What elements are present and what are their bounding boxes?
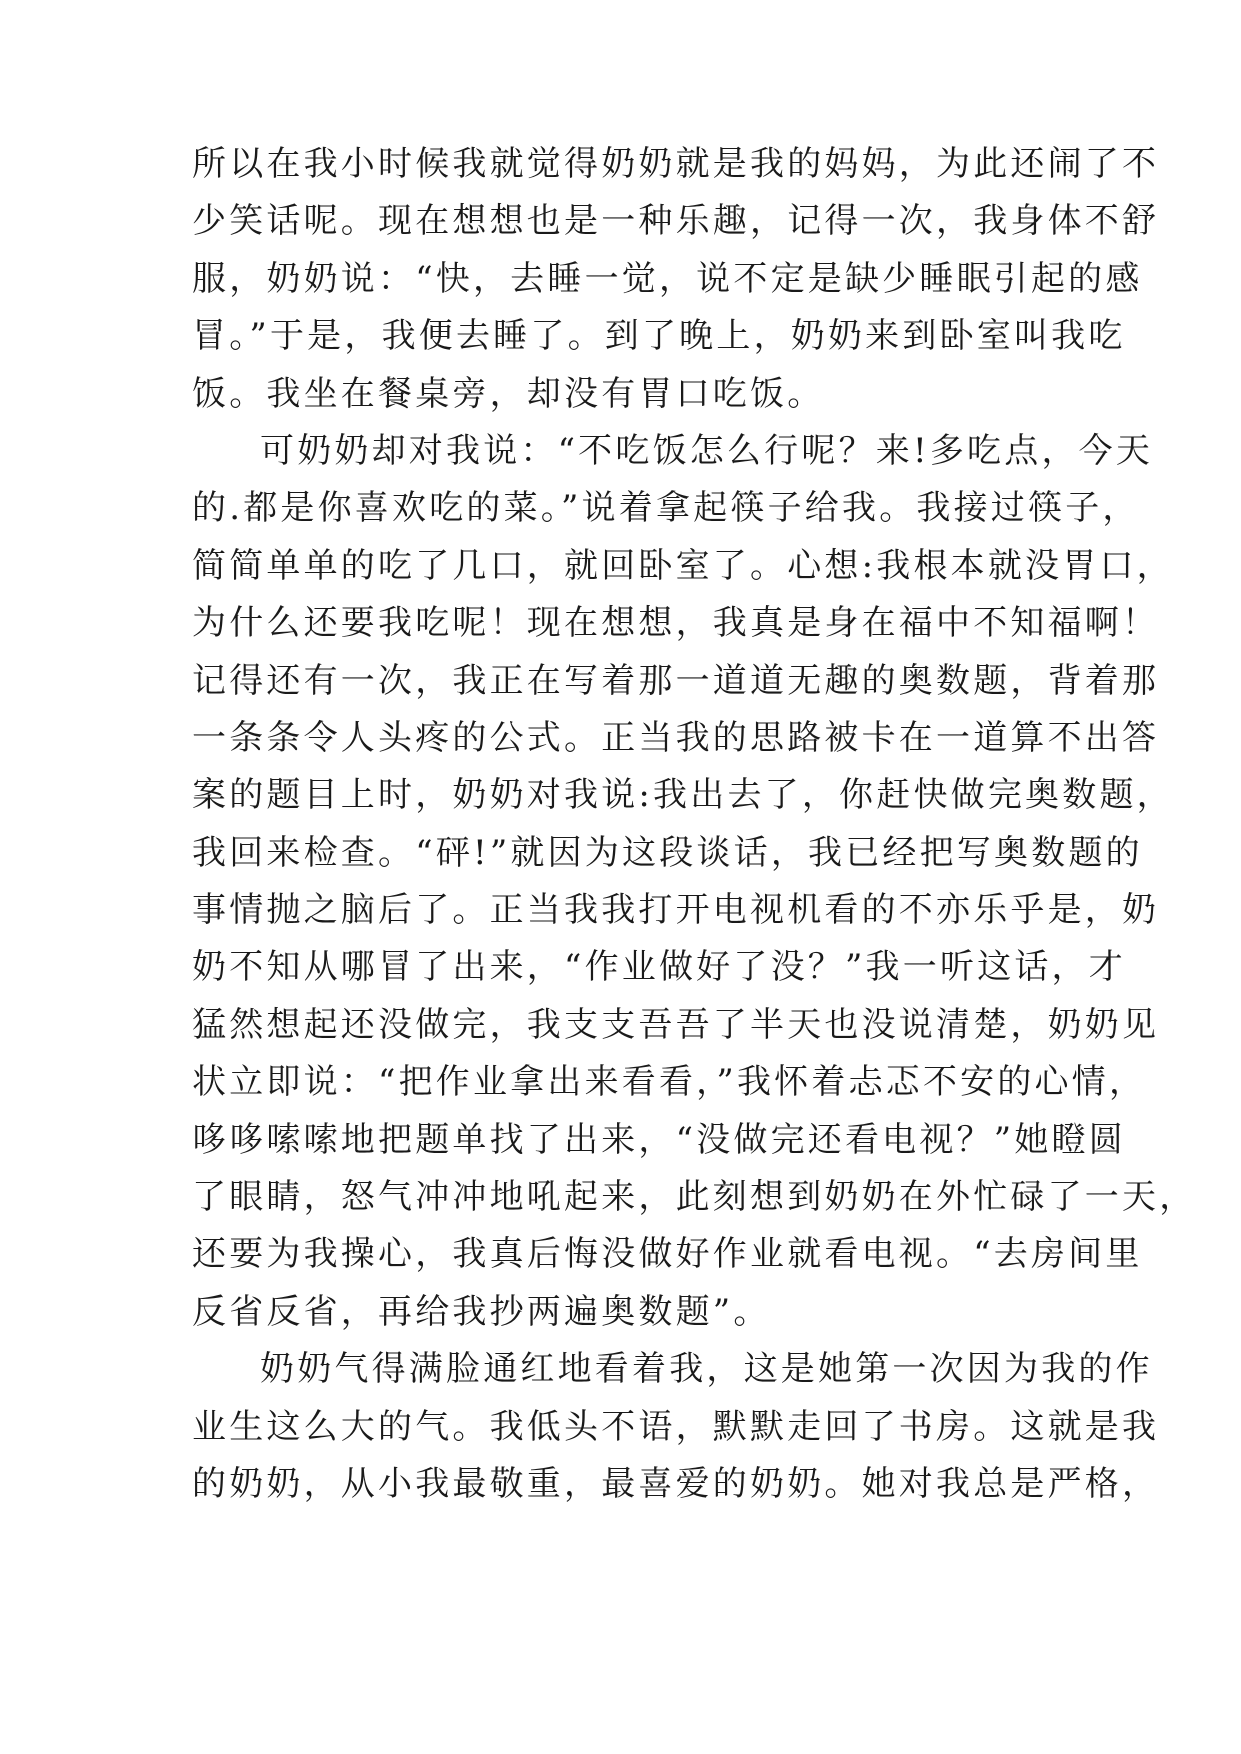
paragraph-2 <box>192 423 1197 1341</box>
text-line: 业生这么大的气。我低头不语，默默走回了书房。这就是我 <box>192 1406 1160 1447</box>
text-line: 还要为我操心，我真后悔没做好作业就看电视。“去房间里 <box>192 1234 1143 1275</box>
paragraph-1 <box>192 136 1160 423</box>
body-text <box>192 136 1197 1513</box>
text-line: 奶奶气得满脸通红地看着我，这是她第一次因为我的作 <box>260 1349 1153 1390</box>
text-line: 我回来检查。“砰!”就因为这段谈话，我已经把写奥数题的 <box>192 832 1143 873</box>
text-line: 哆哆嗦嗦地把题单找了出来，“没做完还看电视？”她瞪圆 <box>192 1119 1126 1160</box>
text-line: 反省反省，再给我抄两遍奥数题”。 <box>192 1291 771 1332</box>
text-line: 事情抛之脑后了。正当我我打开电视机看的不亦乐乎是，奶 <box>192 890 1160 931</box>
text-line: 冒。”于是，我便去睡了。到了晚上，奶奶来到卧室叫我吃 <box>192 316 1126 357</box>
text-line: 记得还有一次，我正在写着那一道道无趣的奥数题，背着那 <box>192 660 1160 701</box>
text-line: 猛然想起还没做完，我支支吾吾了半天也没说清楚，奶奶见 <box>192 1004 1160 1045</box>
text-line: 服，奶奶说：“快，去睡一觉，说不定是缺少睡眠引起的感 <box>192 258 1143 299</box>
text-line: 状立即说：“把作业拿出来看看，”我怀着忐忑不安的心情， <box>192 1062 1147 1103</box>
text-line: 所以在我小时候我就觉得奶奶就是我的妈妈，为此还闹了不 <box>192 144 1160 184</box>
text-line: 案的题目上时，奶奶对我说:我出去了，你赶快做完奥数题， <box>192 775 1174 816</box>
text-line: 一条条令人头疼的公式。正当我的思路被卡在一道算不出答 <box>192 717 1160 758</box>
text-line: 的.都是你喜欢吃的菜。”说着拿起筷子给我。我接过筷子， <box>192 488 1140 529</box>
text-line: 了眼睛，怒气冲冲地吼起来，此刻想到奶奶在外忙碌了一天， <box>192 1177 1197 1218</box>
text-line: 饭。我坐在餐桌旁，却没有胃口吃饭。 <box>192 373 825 414</box>
text-line: 奶不知从哪冒了出来，“作业做好了没？”我一听这话，才 <box>192 947 1126 988</box>
text-line: 少笑话呢。现在想想也是一种乐趣，记得一次，我身体不舒 <box>192 201 1160 242</box>
text-line: 为什么还要我吃呢！现在想想，我真是身在福中不知福啊！ <box>192 603 1160 644</box>
paragraph-3 <box>192 1341 1160 1513</box>
text-line: 简简单单的吃了几口，就回卧室了。心想:我根本就没胃口， <box>192 545 1174 586</box>
text-line: 可奶奶却对我说：“不吃饭怎么行呢？来!多吃点，今天 <box>260 430 1154 471</box>
text-line: 的奶奶，从小我最敬重，最喜爱的奶奶。她对我总是严格， <box>192 1463 1160 1504</box>
